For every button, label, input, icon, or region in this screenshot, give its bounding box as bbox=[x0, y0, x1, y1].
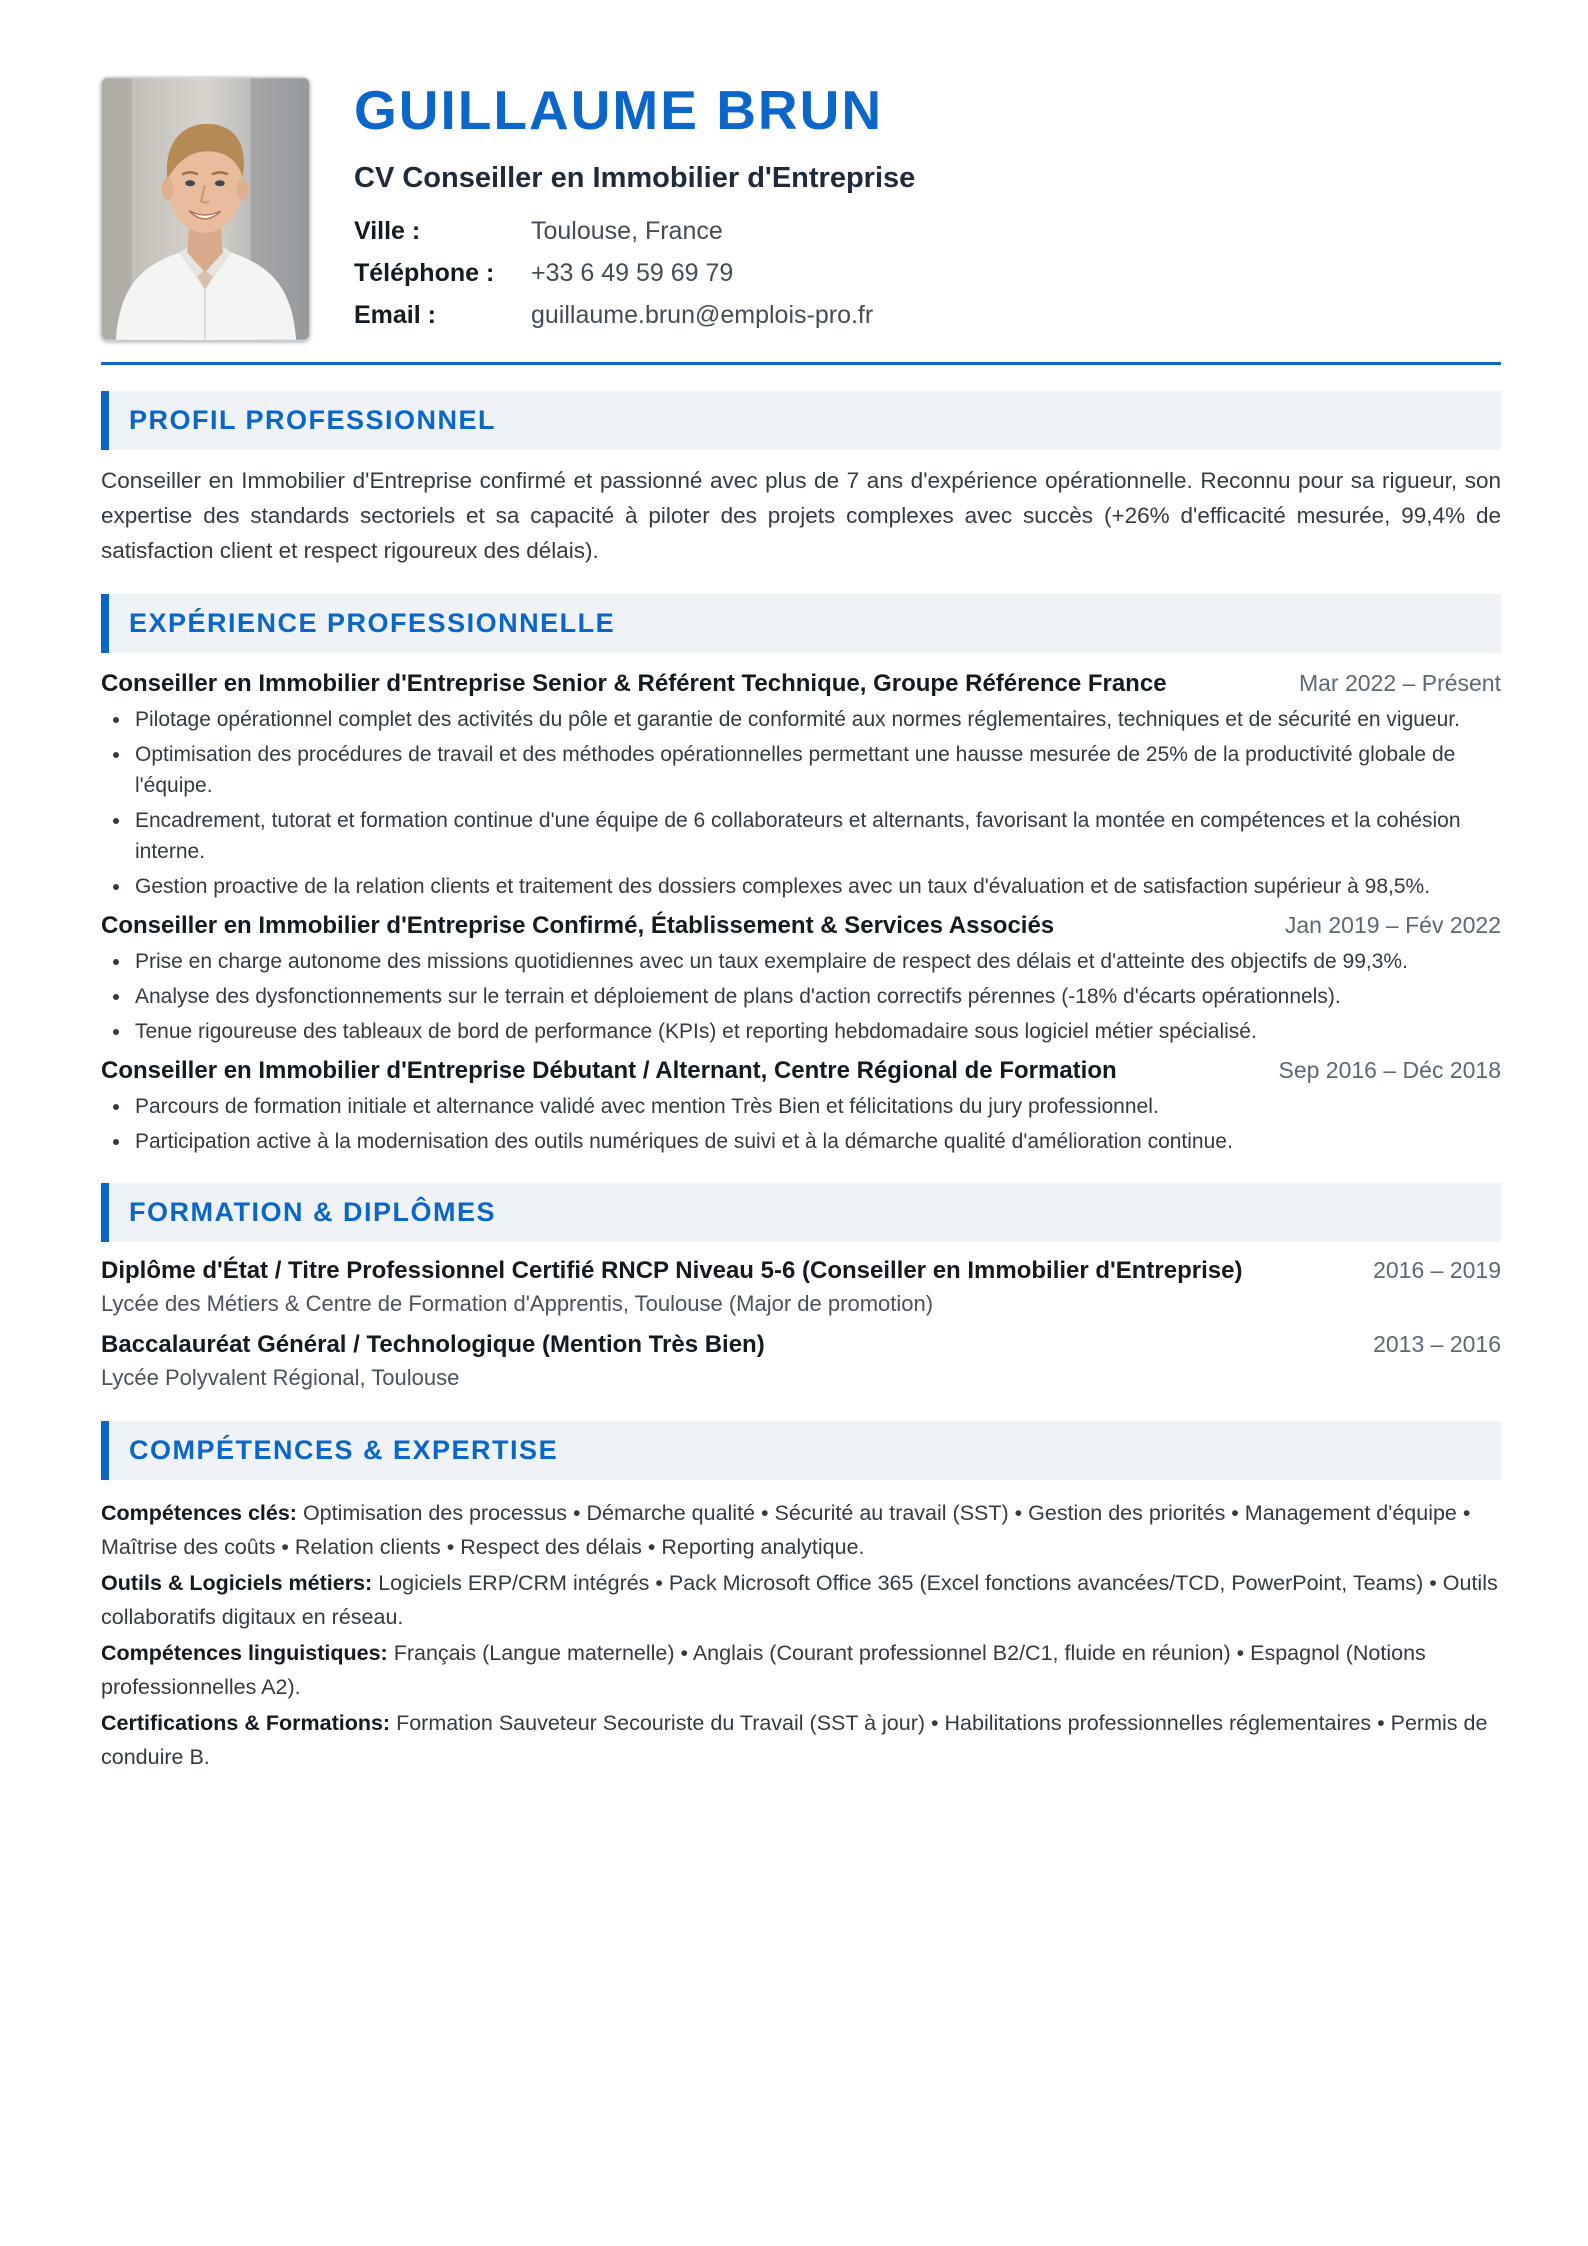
section-header-experience bbox=[101, 594, 1501, 653]
contact-row-email bbox=[354, 301, 915, 343]
job-bullets bbox=[101, 946, 1501, 1047]
contact-value: +33 6 49 59 69 79 bbox=[531, 259, 734, 287]
contact-label: Email : bbox=[354, 301, 436, 329]
header-divider bbox=[101, 362, 1501, 365]
list-item: Tenue rigoureuse des tableaux de bord de performance (KPIs) et reporting hebdomadaire sous logiciel métier spécialisé. bbox=[101, 1016, 1501, 1047]
skills-list bbox=[101, 1496, 1501, 1774]
skill-text: Formation Sauveteur Secouriste du Travail (SST à jour) • Habilitations professionnelles réglementaires • Permis de conduire B. bbox=[101, 1711, 1488, 1769]
section-title: EXPÉRIENCE PROFESSIONNELLE bbox=[129, 608, 616, 638]
candidate-name: GUILLAUME BRUN bbox=[354, 79, 884, 141]
education-date: 2016 – 2019 bbox=[1373, 1257, 1501, 1283]
job-entry-title: Conseiller en Immobilier d'Entreprise Senior & Référent Technique, Groupe Référence France bbox=[101, 670, 1167, 697]
list-item: Prise en charge autonome des missions quotidiennes avec un taux exemplaire de respect des délais et d'atteinte des objectifs de 99,3%. bbox=[101, 946, 1501, 977]
skill-line bbox=[101, 1706, 1501, 1774]
contact-row-phone bbox=[354, 259, 915, 301]
job-entry bbox=[101, 1057, 1501, 1157]
skill-label: Outils & Logiciels métiers: bbox=[101, 1571, 373, 1595]
list-item: Participation active à la modernisation des outils numériques de suivi et à la démarche qualité d'amélioration continue. bbox=[101, 1126, 1501, 1157]
job-entry-date: Sep 2016 – Déc 2018 bbox=[1278, 1057, 1501, 1083]
contact-row-city bbox=[354, 217, 915, 259]
contact-label: Ville : bbox=[354, 217, 421, 245]
skill-line bbox=[101, 1496, 1501, 1564]
job-entry-date: Mar 2022 – Présent bbox=[1298, 670, 1501, 696]
skill-label: Compétences clés: bbox=[101, 1501, 297, 1525]
education-entry bbox=[101, 1257, 1501, 1317]
section-title: PROFIL PROFESSIONNEL bbox=[129, 405, 497, 435]
section-header-profile bbox=[101, 391, 1501, 450]
profile-photo bbox=[101, 77, 310, 341]
section-title: COMPÉTENCES & EXPERTISE bbox=[129, 1435, 559, 1465]
contact-label: Téléphone : bbox=[354, 259, 495, 287]
list-item: Analyse des dysfonctionnements sur le terrain et déploiement de plans d'action correctifs pérennes (-18% d'écarts opérationnels). bbox=[101, 981, 1501, 1012]
cv-job-title: CV Conseiller en Immobilier d'Entreprise bbox=[354, 162, 916, 194]
list-item: Encadrement, tutorat et formation continue d'une équipe de 6 collaborateurs et alternants, favorisant la montée en compétences et la cohésion interne. bbox=[101, 805, 1501, 867]
education-entry bbox=[101, 1331, 1501, 1391]
education-school: Lycée des Métiers & Centre de Formation d'Apprentis, Toulouse (Major de promotion) bbox=[101, 1291, 934, 1316]
skill-text: Français (Langue maternelle) • Anglais (Courant professionnel B2/C1, fluide en réunion) • Espagnol (Notions professionnelles A2). bbox=[101, 1641, 1426, 1699]
education-school: Lycée Polyvalent Régional, Toulouse bbox=[101, 1365, 460, 1390]
experience-list bbox=[101, 670, 1501, 1157]
education-title: Baccalauréat Général / Technologique (Mention Très Bien) bbox=[101, 1331, 765, 1358]
job-entry-date: Jan 2019 – Fév 2022 bbox=[1284, 912, 1501, 938]
job-bullets bbox=[101, 704, 1501, 902]
job-entry bbox=[101, 670, 1501, 902]
job-entry-title: Conseiller en Immobilier d'Entreprise Confirmé, Établissement & Services Associés bbox=[101, 912, 1055, 939]
portrait-photo-icon bbox=[102, 78, 309, 340]
identity-block bbox=[354, 77, 915, 343]
contact-value: Toulouse, France bbox=[531, 217, 723, 245]
education-title: Diplôme d'État / Titre Professionnel Certifié RNCP Niveau 5-6 (Conseiller en Immobilier d'Entreprise) bbox=[101, 1257, 1243, 1284]
section-title: FORMATION & DIPLÔMES bbox=[129, 1197, 496, 1227]
skill-label: Compétences linguistiques: bbox=[101, 1641, 388, 1665]
cv-header bbox=[101, 77, 1501, 343]
section-header-education bbox=[101, 1183, 1501, 1242]
job-entry-title: Conseiller en Immobilier d'Entreprise Débutant / Alternant, Centre Régional de Formation bbox=[101, 1057, 1117, 1084]
list-item: Pilotage opérationnel complet des activités du pôle et garantie de conformité aux normes réglementaires, techniques et de sécurité en vigueur. bbox=[101, 704, 1501, 735]
job-bullets bbox=[101, 1091, 1501, 1157]
list-item: Parcours de formation initiale et alternance validé avec mention Très Bien et félicitations du jury professionnel. bbox=[101, 1091, 1501, 1122]
list-item: Optimisation des procédures de travail et des méthodes opérationnelles permettant une hausse mesurée de 25% de la productivité globale de l'équipe. bbox=[101, 739, 1501, 801]
skill-text: Optimisation des processus • Démarche qualité • Sécurité au travail (SST) • Gestion des priorités • Management d'équipe • Maîtrise des coûts • Relation clients • Respect des délais • Reporting analytique. bbox=[101, 1501, 1471, 1559]
skill-label: Certifications & Formations: bbox=[101, 1711, 391, 1735]
job-entry bbox=[101, 912, 1501, 1047]
profile-text: Conseiller en Immobilier d'Entreprise confirmé et passionné avec plus de 7 ans d'expérience opérationnelle. Reconnu pour sa rigueur, son expertise des standards sectoriels et sa capacité à piloter des projets complexes avec succès (+26% d'efficacité mesurée, 99,4% de satisfaction client et respect rigoureux des délais). bbox=[101, 468, 1501, 563]
education-list bbox=[101, 1257, 1501, 1391]
skill-line bbox=[101, 1636, 1501, 1704]
skill-line bbox=[101, 1566, 1501, 1634]
skill-text: Logiciels ERP/CRM intégrés • Pack Microsoft Office 365 (Excel fonctions avancées/TCD, PowerPoint, Teams) • Outils collaboratifs digitaux en réseau. bbox=[101, 1571, 1498, 1629]
section-header-skills bbox=[101, 1421, 1501, 1480]
contact-list bbox=[354, 217, 915, 343]
contact-value: guillaume.brun@emplois-pro.fr bbox=[531, 301, 874, 329]
list-item: Gestion proactive de la relation clients et traitement des dossiers complexes avec un taux d'évaluation et de satisfaction supérieur à 98,5%. bbox=[101, 871, 1501, 902]
education-date: 2013 – 2016 bbox=[1373, 1331, 1501, 1357]
